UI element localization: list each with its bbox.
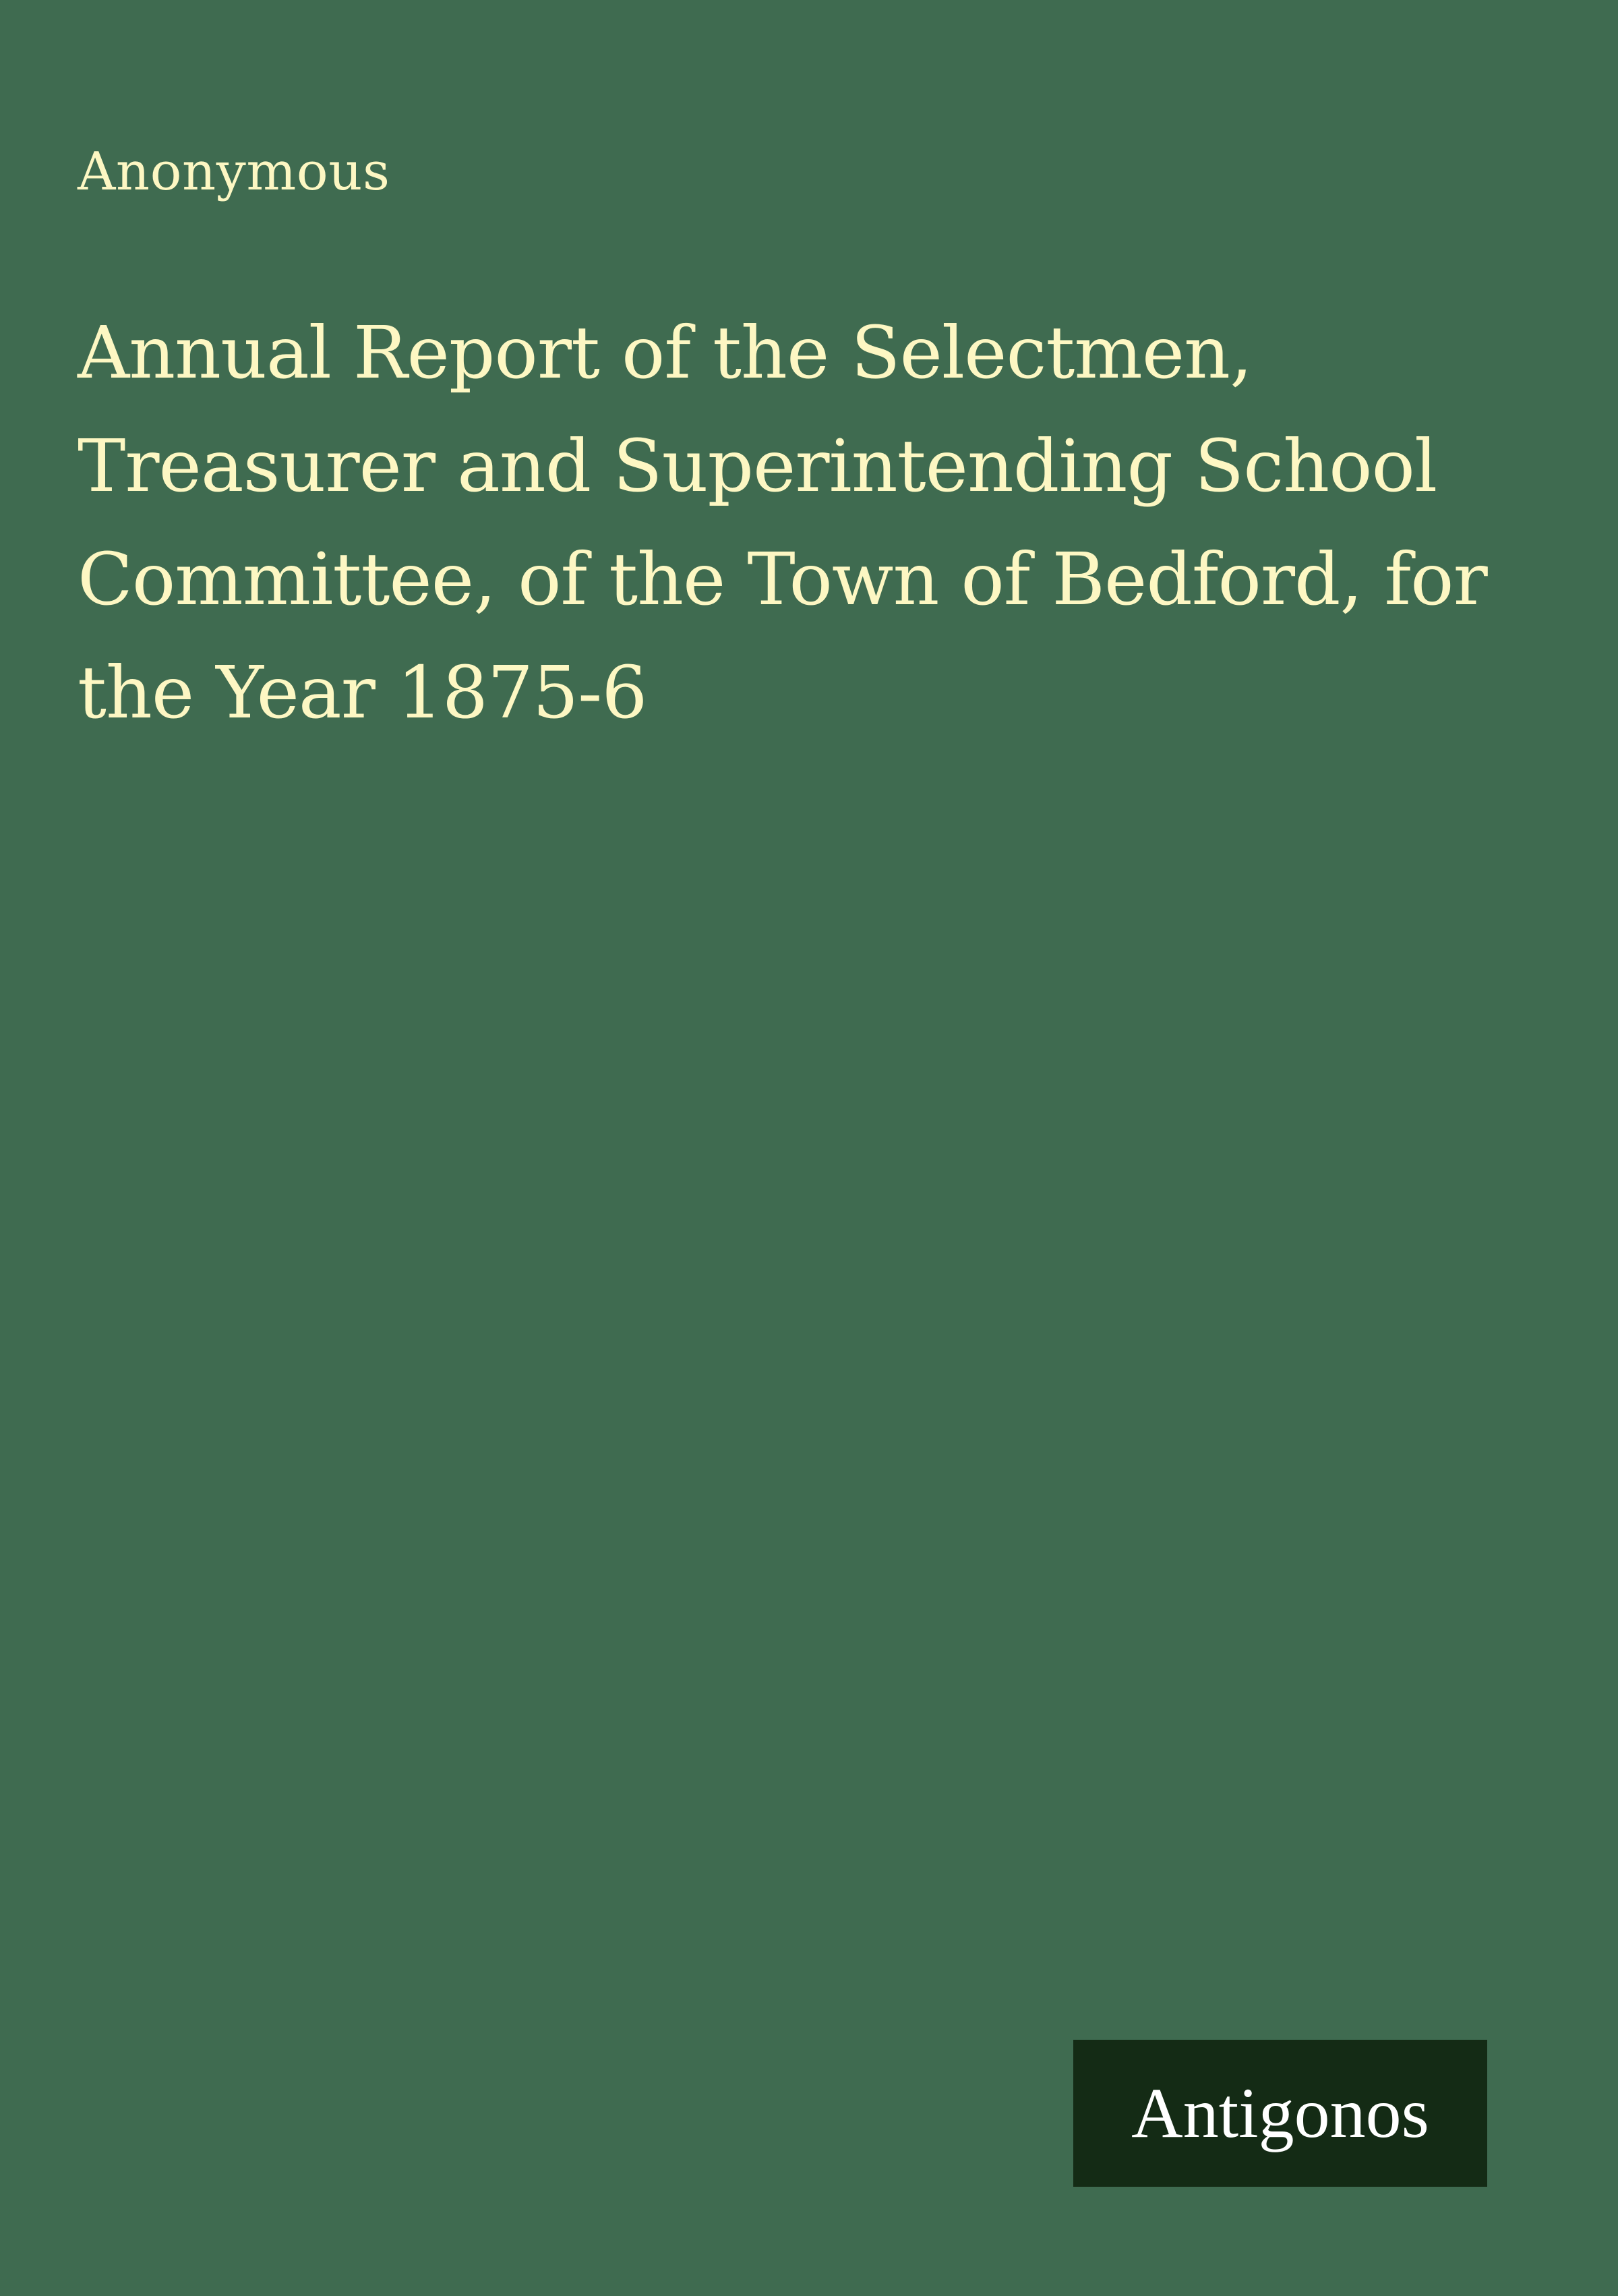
- publisher-logo: [1073, 2040, 1487, 2187]
- publisher-name: Antigonos: [1131, 2073, 1429, 2152]
- title-line: the Year 1875-6: [78, 651, 647, 735]
- title-line: Committee, of the Town of Bedford, for: [78, 538, 1487, 622]
- author-name: Anonymous: [78, 142, 390, 202]
- title-line: Annual Report of the Selectmen,: [78, 312, 1253, 395]
- title-line: Treasurer and Superintending School: [78, 425, 1437, 508]
- book-title: [78, 297, 1561, 750]
